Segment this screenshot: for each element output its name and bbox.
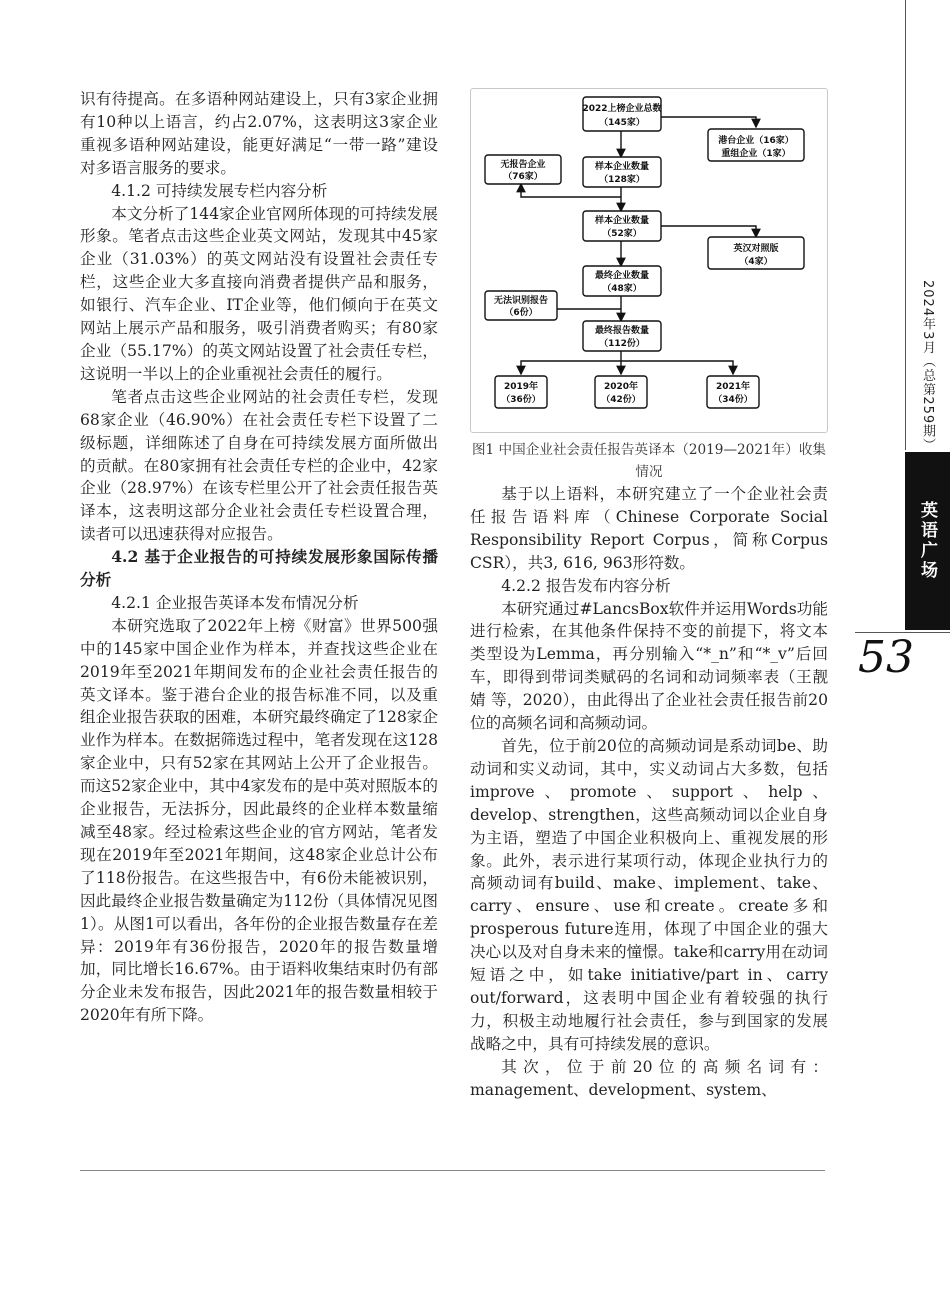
issue-date-text: 2024年3月（总第259期） bbox=[920, 280, 935, 453]
paragraph: 本文分析了144家企业官网所体现的可持续发展形象。笔者点击这些企业英文网站，发现其中45家企业（31.03%）的英文网站没有设置社会责任专栏，这些企业大多直接向消费者提供产品和服务，如银行、汽车企业、IT企业等，他们倾向于在英文网站上展示产品和服务，吸引消费者购买；有80家企业（55.17%）的英文网站设置了社会责任专栏，这说明一半以上的企业重视社会责任的履行。 bbox=[80, 204, 438, 383]
paragraph: 首先，位于前20位的高频动词是系动词be、助动词和实义动词，其中，实义动词占大多数，包括improve、promote、support、help、develop、strengthen，这些高频动词以企业自身为主语，塑造了中国企业积极向上、重视发展的形象。此外，表示进行某项行动，体现企业执行力的高频动词有build、make、implement、take、carry、ensure、use和create。create多和prosperous future连用，体现了中国企业的强大决心以及对自身未来的憧憬。take和carry用在动词短语之中，如take initiative/part in、carry out/forward，这表明中国企业有着较强的执行力，积极主动地履行社会责任，参与到国家的发展战略之中，具有可持续发展的意识。 bbox=[470, 736, 828, 1053]
flowchart-figure bbox=[470, 88, 828, 433]
issue-date-label bbox=[905, 280, 950, 453]
section-heading-4-2: 4.2 基于企业报告的可持续发展形象国际传播分析 bbox=[80, 547, 438, 590]
section-heading-4-2-2: 4.2.2 报告发布内容分析 bbox=[501, 576, 671, 595]
box-2019-count: （36份） bbox=[501, 395, 541, 405]
paragraph: 笔者点击这些企业网站的社会责任专栏，发现68家企业（46.90%）在社会责任专栏下设置了二级标题，详细陈述了自身在可持续发展方面所做出的贡献。在80家拥有社会责任专栏的企业中，42家企业（28.97%）在该专栏里公开了社会责任报告英译本，这表明这部分企业社会责任专栏设置合理，读者可以迅速获得对应报告。 bbox=[80, 387, 438, 544]
box-sample52-count: （52家） bbox=[602, 229, 642, 239]
box-unrec-count: （6份） bbox=[504, 308, 538, 318]
arrow bbox=[661, 117, 756, 127]
right-column bbox=[470, 88, 828, 1101]
box-no-report-label: 无报告企业 bbox=[500, 160, 546, 170]
box-final-label: 最终企业数量 bbox=[594, 271, 650, 281]
box-unrec-label: 无法识别报告 bbox=[493, 296, 549, 306]
box-sample-label: 样本企业数量 bbox=[594, 162, 650, 172]
box-reports-label: 最终报告数量 bbox=[594, 326, 650, 336]
box-2020-count: （42份） bbox=[601, 395, 641, 405]
box-sample52-label: 样本企业数量 bbox=[594, 216, 650, 226]
paragraph: 其次，位于前20位的高频名词有：management、development、system、 bbox=[470, 1057, 828, 1099]
box-total-count: （145家） bbox=[599, 118, 645, 128]
box-bilingual-count: （4家） bbox=[739, 257, 773, 267]
page-number: 53 bbox=[858, 632, 914, 683]
paragraph: 本研究通过#LancsBox软件并运用Words功能进行检索，在其他条件保持不变的前提下，将文本类型设为Lemma，再分别输入“*_n”和“*_v”后回车，即得到带词类赋码的名词和动词频率表（王靓婧 等，2020），由此得出了企业社会责任报告前20位的高频名词和高频动词。 bbox=[470, 599, 828, 733]
section-heading-4-1-2: 4.1.2 可持续发展专栏内容分析 bbox=[111, 181, 328, 200]
paragraph: 本研究选取了2022年上榜《财富》世界500强中的145家中国企业作为样本，并查找这些企业在2019年至2021年期间发布的企业社会责任报告的英文译本。鉴于港台企业的报告标准不同，以及重组企业报告获取的困难，本研究最终确定了128家企业作为样本。在数据筛选过程中，笔者发现在这128家企业中，只有52家在其网站上公开了企业报告。而这52家企业中，其中4家发布的是中英对照版本的企业报告，无法拆分，因此最终的企业样本数量缩减至48家。经过检索这些企业的官方网站，笔者发现在2019年至2021年期间，这48家企业总计公布了118份报告。在这些报告中，有6份未能被识别，因此最终企业报告数量确定为112份（具体情况见图1）。从图1可以看出，各年份的企业报告数量存在差异：2019年有36份报告，2020年的报告数量增加，同比增长16.67%。由于语料收集结束时仍有部分企业未发布报告，因此2021年的报告数量相较于2020年有所下降。 bbox=[80, 616, 438, 1025]
journal-section-text: 英语广场 bbox=[917, 501, 937, 581]
box-excluded-label: 港台企业（16家） bbox=[718, 136, 794, 146]
figure-caption: 图1 中国企业社会责任报告英译本（2019—2021年）收集情况 bbox=[471, 442, 827, 480]
box-excluded-label-2: 重组企业（1家） bbox=[721, 149, 791, 159]
box-2019-label: 2019年 bbox=[503, 382, 539, 392]
journal-section-tab bbox=[905, 452, 950, 630]
box-2021-label: 2021年 bbox=[715, 382, 751, 392]
flowchart-svg bbox=[471, 89, 829, 434]
paragraph: 识有待提高。在多语种网站建设上，只有3家企业拥有10种以上语言，约占2.07%，这表明这3家企业重视多语种网站建设，能更好满足“一带一路”建设对多语言服务的要求。 bbox=[80, 90, 438, 177]
arrow bbox=[661, 226, 756, 237]
left-column bbox=[80, 88, 438, 1027]
bottom-rule bbox=[80, 1170, 825, 1171]
box-bilingual-label: 英汉对照版 bbox=[733, 244, 779, 254]
box-no-report-count: （76家） bbox=[503, 172, 543, 182]
box-reports-count: （112份） bbox=[599, 339, 645, 349]
box-sample-count: （128家） bbox=[599, 175, 645, 185]
section-heading-4-2-1: 4.2.1 企业报告英译本发布情况分析 bbox=[111, 593, 359, 612]
paragraph: 基于以上语料，本研究建立了一个企业社会责任报告语料库（Chinese Corporate Social Responsibility Report Corpus，简称Corpus CSR），共3, 616, 963形符数。 bbox=[470, 485, 828, 572]
arrow bbox=[521, 361, 621, 374]
box-total-label: 2022上榜企业总数 bbox=[582, 104, 662, 114]
box-2021-count: （34份） bbox=[713, 395, 753, 405]
box-2020-label: 2020年 bbox=[603, 382, 639, 392]
arrow bbox=[621, 361, 733, 374]
box-final-count: （48家） bbox=[602, 284, 642, 294]
